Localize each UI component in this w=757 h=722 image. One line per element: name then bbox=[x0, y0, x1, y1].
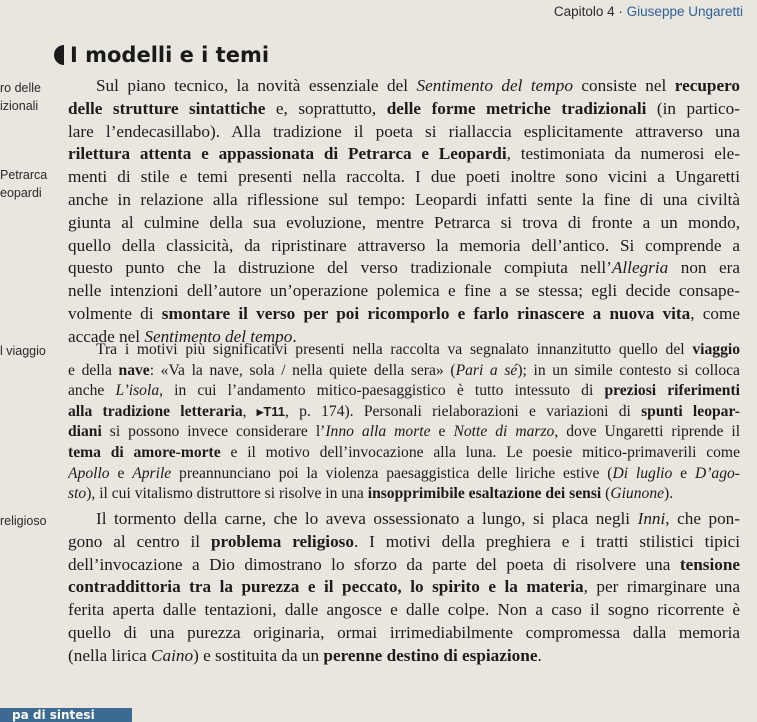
text-line: anche in relazione alla riflessione sul tempo: Leopardi infatti sente la fine di una civiltà bbox=[68, 189, 740, 209]
summary-map-label: pa di sintesi bbox=[12, 708, 95, 722]
text-line: Tra i motivi più significativi presenti nella raccolta va segnalato innanzitutto quello del viaggio bbox=[96, 341, 740, 358]
text-line: giunta al culmine della sua evoluzione, mentre Petrarca si trova di fronte a un mondo, bbox=[68, 212, 740, 232]
text-line: Sul piano tecnico, la novità essenziale del Sentimento del tempo consiste nel recupero bbox=[96, 76, 740, 95]
text-line: rilettura attenta e appassionata di Petrarca e Leopardi, testimoniata da numerosi ele- bbox=[68, 144, 740, 164]
text-line: nelle intenzioni dell’autore un’operazione polemica e fine a se stessa; egli decide consape- bbox=[68, 281, 740, 301]
text-line: dell’invocazione a Dio dimostrano lo sforzo da parte del poeta di risolvere una tensione bbox=[68, 554, 740, 574]
text-line: sto), il cui vitalismo distruttore si risolve in una insopprimibile esaltazione dei sensi (Giunone). bbox=[68, 485, 674, 503]
side-label-leopardi: eopardi bbox=[0, 186, 42, 200]
side-label-tradizionali-1: ro delle bbox=[0, 81, 41, 95]
text-line: accade nel Sentimento del tempo. bbox=[68, 326, 297, 346]
side-label-religioso: religioso bbox=[0, 514, 47, 528]
text-line: questo punto che la distruzione del verso tradizionale compiuta nell’Allegria non era bbox=[68, 258, 740, 278]
cross-reference-link[interactable]: ▸T11 bbox=[256, 403, 286, 419]
summary-map-tab bbox=[0, 708, 132, 722]
paragraph-metrics bbox=[68, 75, 740, 349]
text-line: menti di stile e temi presenti nella raccolta. I due poeti inoltre sono vicini a Ungaretti bbox=[68, 167, 740, 187]
text-line: e della nave: «Va la nave, sola / nella quiete della sera» (Pari a sé); in un simile contesto si colloca bbox=[68, 361, 740, 379]
paragraph-travel bbox=[68, 340, 740, 505]
text-line: volmente di smontare il verso per poi ricomporlo e farlo rinascere a nuova vita, come bbox=[68, 303, 740, 323]
text-line: (nella lirica Caino) e sostituita da un perenne destino di espiazione. bbox=[68, 645, 542, 665]
text-line: delle strutture sintattiche e, soprattutto, delle forme metriche tradizionali (in partico- bbox=[68, 98, 740, 118]
text-line: Il tormento della carne, che lo aveva ossessionato a lungo, si placa negli Inni, che pon- bbox=[96, 509, 740, 528]
text-line: Apollo e Aprile preannunciano poi la violenza paesaggistica delle liriche estive (Di luglio e D’ago- bbox=[68, 464, 740, 482]
text-line: lare l’endecasillabo). Alla tradizione il poeta si riallaccia esplicitamente attraverso una bbox=[68, 121, 740, 141]
chapter-author: Giuseppe Ungaretti bbox=[626, 4, 743, 19]
text-line: contraddittoria tra la purezza e il peccato, lo spirito e la materia, per rimarginare una bbox=[68, 577, 740, 597]
chapter-label: Capitolo 4 · bbox=[553, 4, 627, 19]
text-line: diani si possono invece considerare l’Inno alla morte e Notte di marzo, dove Ungaretti riprende il bbox=[68, 423, 740, 441]
chapter-header bbox=[554, 4, 743, 19]
title-marker-icon bbox=[54, 45, 64, 65]
text-line: alla tradizione letteraria, ▸T11, p. 174). Personali rielaborazioni e variazioni di spunti leopar- bbox=[68, 402, 740, 420]
side-label-viaggio: l viaggio bbox=[0, 344, 46, 358]
text-line: quello della classicità, da ripristinare attraverso la memoria dell’antico. Si comprende a bbox=[68, 235, 740, 255]
paragraph-religious bbox=[68, 508, 740, 668]
side-label-petrarca: Petrarca bbox=[0, 168, 48, 182]
section-title bbox=[54, 43, 269, 67]
text-line: ferita aperta dalle tentazioni, dalle angosce e dalle colpe. Non a caso il sogno ricorrente è bbox=[68, 600, 740, 620]
side-label-tradizionali-2: izionali bbox=[0, 99, 39, 113]
text-line: anche L’isola, in cui l’andamento mitico-paesaggistico è tutto intessuto di preziosi riferimenti bbox=[68, 382, 740, 400]
text-line: tema di amore-morte e il motivo dell’invocazione alla luna. Le poesie mitico-primaverili come bbox=[68, 443, 740, 461]
section-title-text: I modelli e i temi bbox=[70, 43, 270, 67]
text-line: quello di una purezza originaria, ormai irrimediabilmente compromessa dalla memoria bbox=[68, 622, 740, 642]
text-line: gono al centro il problema religioso. I motivi della preghiera e i tratti stilistici tipici bbox=[68, 531, 740, 551]
